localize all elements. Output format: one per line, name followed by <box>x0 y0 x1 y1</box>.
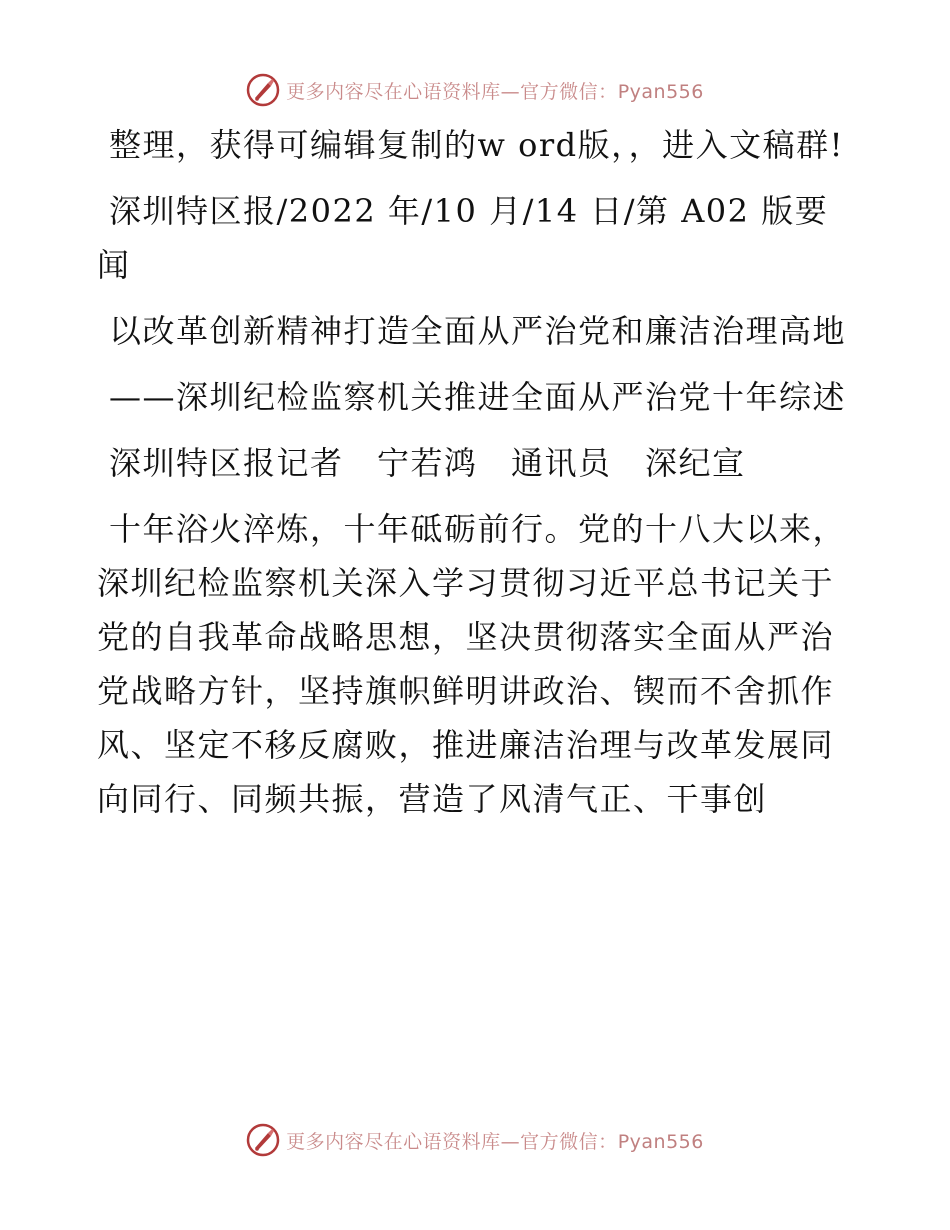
footer-wechat-handle: Pyan556 <box>617 1130 704 1153</box>
intro-paragraph <box>97 118 857 172</box>
footer-banner-text <box>286 1127 704 1154</box>
quill-pen-logo-icon <box>246 73 280 107</box>
article-title-text: 以改革创新精神打造全面从严治党和廉洁治理高地 <box>109 312 847 350</box>
source-text: 深圳特区报/2022 年/10 月/14 日/第 A02 版要闻 <box>97 192 829 284</box>
article-subtitle <box>97 370 857 424</box>
byline-text: 深圳特区报记者 宁若鸿 通讯员 深纪宣 <box>109 444 746 482</box>
header-wechat-handle: Pyan556 <box>617 80 704 103</box>
article-subtitle-text: ——深圳纪检监察机关推进全面从严治党十年综述 <box>109 378 847 416</box>
header-banner-inner <box>246 73 704 107</box>
quill-pen-logo-icon <box>246 1123 280 1157</box>
source-line <box>97 184 857 292</box>
header-brand-text: 更多内容尽在心语资料库 <box>286 80 501 103</box>
byline <box>97 436 857 490</box>
body-paragraph <box>97 502 857 826</box>
footer-brand-text: 更多内容尽在心语资料库 <box>286 1130 501 1153</box>
article-title <box>97 304 857 358</box>
header-separator: — <box>500 80 521 103</box>
header-banner <box>0 70 950 110</box>
footer-banner <box>0 1120 950 1160</box>
footer-separator: — <box>500 1130 521 1153</box>
footer-official-label: 官方微信： <box>520 1130 618 1153</box>
header-banner-text <box>286 77 704 104</box>
header-official-label: 官方微信： <box>520 80 618 103</box>
body-paragraph-text: 十年浴火淬炼，十年砥砺前行。党的十八大以来，深圳纪检监察机关深入学习贯彻习近平总书记关于党的自我革命战略思想，坚决贯彻落实全面从严治党战略方针，坚持旗帜鲜明讲政治、锲而不舍抓作风、坚定不移反腐败，推进廉洁治理与改革发展同向同行、同频共振，营造了风清气正、干事创 <box>97 510 847 818</box>
document-body <box>97 118 857 826</box>
footer-banner-inner <box>246 1123 704 1157</box>
intro-text: 整理，获得可编辑复制的w ord版，，进入文稿群! <box>109 126 844 164</box>
